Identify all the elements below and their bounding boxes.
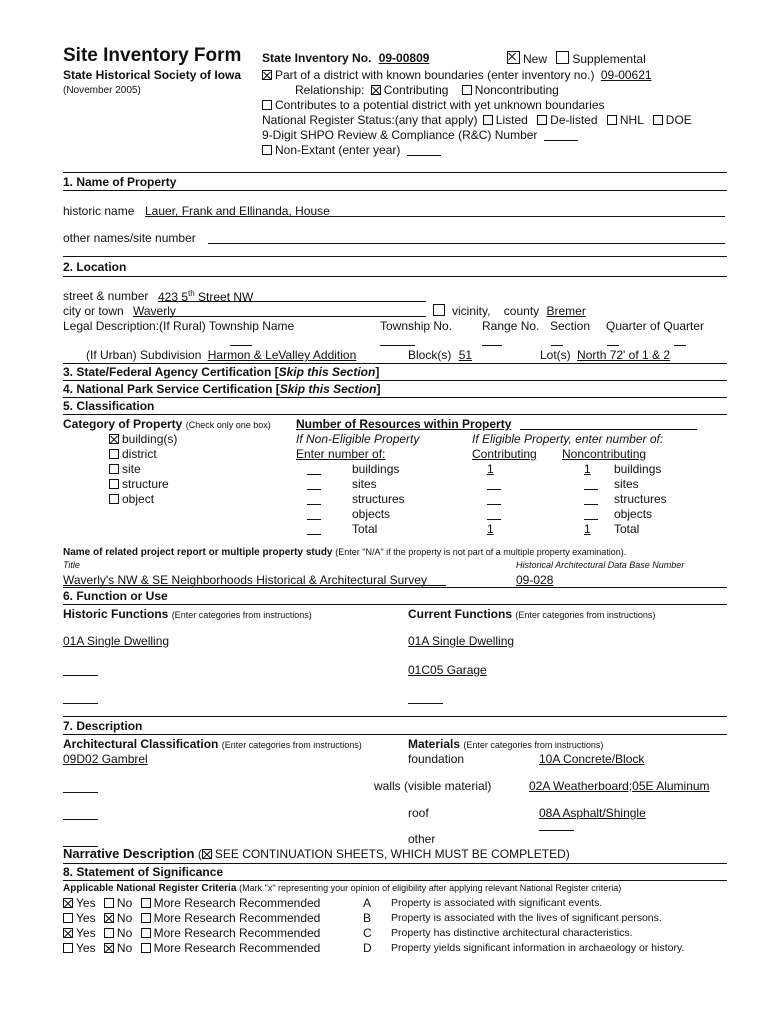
shpo-row [262, 128, 578, 142]
other-names-field[interactable] [208, 231, 725, 244]
section-4-heading [63, 382, 380, 396]
criteria-row-d [63, 941, 320, 956]
contributing-values [487, 462, 501, 537]
criteria-d-yes-checkbox[interactable] [63, 943, 73, 953]
title-value: Waverly's NW & SE Neighborhoods Historical & Architectural Survey [63, 573, 427, 587]
yes-label: Yes [76, 941, 96, 955]
street-superscript: th [188, 289, 195, 298]
eligible-label: If Eligible Property, enter number of: [472, 432, 664, 446]
section-4-bracket: ] [376, 382, 381, 396]
non-eligible-blanks [307, 462, 321, 537]
form-date: (November 2005) [63, 85, 141, 96]
noncontrib-buildings-value[interactable]: 1 [584, 462, 591, 476]
listed-label: Listed [495, 113, 528, 127]
current-functions-label: Current Functions [408, 607, 512, 621]
arch-class-note: (Enter categories from instructions) [221, 740, 362, 750]
subdivision-value[interactable]: Harmon & LeValley Addition [207, 348, 357, 362]
walls-label: walls (visible material) [374, 779, 492, 793]
divider [63, 716, 727, 717]
historic-name-label: historic name [63, 204, 135, 218]
city-value: Waverly [133, 304, 176, 318]
urban-row [86, 348, 356, 362]
no-label: No [116, 926, 133, 940]
relationship-row [295, 83, 559, 97]
part-district-checkbox[interactable] [262, 70, 272, 80]
section-3-heading [63, 365, 379, 379]
db-number-value[interactable]: 09-028 [516, 573, 554, 587]
quarter-label: Quarter of Quarter [606, 319, 705, 333]
criteria-heading [63, 883, 621, 894]
criteria-b-no-checkbox[interactable] [104, 913, 114, 923]
structure-checkbox[interactable] [109, 479, 119, 489]
materials-note: (Enter categories from instructions) [463, 740, 604, 750]
category-list [109, 432, 177, 507]
site-checkbox[interactable] [109, 464, 119, 474]
vicinity-checkbox[interactable] [433, 304, 445, 316]
noncontributing-values [584, 462, 598, 537]
criteria-d-more-checkbox[interactable] [141, 943, 151, 953]
criteria-letter: A [363, 896, 372, 910]
category-note: (Check only one box) [185, 420, 271, 430]
street-number-value: 423 5 [158, 290, 189, 304]
inventory-number-value[interactable]: 09-00809 [378, 51, 430, 65]
form-title: Site Inventory Form [63, 45, 242, 66]
type-total: Total [614, 522, 640, 536]
type-objects: objects [352, 507, 391, 521]
nr-status-label: National Register Status:(any that apply) [262, 113, 478, 127]
historic-functions-note: (Enter categories from instructions) [171, 610, 312, 620]
criteria-a-more-checkbox[interactable] [141, 898, 151, 908]
divider [63, 734, 727, 735]
subdivision-label: (If Urban) Subdivision [86, 348, 202, 362]
lots-row [540, 348, 670, 362]
no-label: No [116, 941, 133, 955]
yes-label: Yes [76, 911, 96, 925]
street-name-value: Street NW [194, 290, 254, 304]
lots-label: Lot(s) [540, 348, 571, 362]
blocks-row [408, 348, 472, 362]
more-research-label: More Research Recommended [153, 911, 321, 925]
type-sites: sites [352, 477, 377, 491]
related-study-label: Name of related project report or multiple property study [63, 547, 333, 558]
criteria-c-yes-checkbox[interactable] [63, 928, 73, 938]
shpo-label: 9-Digit SHPO Review & Compliance (R&C) Number [262, 128, 538, 142]
type-buildings: buildings [352, 462, 400, 476]
range-no-blank[interactable] [482, 345, 502, 346]
section-blank[interactable] [551, 345, 563, 346]
street-field[interactable] [158, 289, 426, 302]
more-research-label: More Research Recommended [153, 896, 321, 910]
township-no-label: Township No. [380, 319, 453, 333]
section-4-skip: Skip this Section [279, 382, 377, 396]
relationship-label: Relationship: [295, 83, 365, 97]
inventory-number-label: State Inventory No. [262, 51, 372, 65]
divider [63, 397, 727, 398]
divider [63, 190, 727, 191]
type-sites: sites [614, 477, 639, 491]
related-study-note: (Enter "N/A" if the property is not part of a multiple property examination). [335, 547, 627, 557]
arch-class-2-blank[interactable] [63, 792, 98, 793]
noncontributing-label: Noncontributing [474, 83, 559, 97]
enter-number-label: Enter number of: [296, 447, 386, 461]
contributing-checkbox[interactable] [371, 85, 381, 95]
narrative-row [63, 846, 570, 861]
resources-heading-rule [520, 429, 697, 430]
yes-label: Yes [76, 926, 96, 940]
type-total: Total [352, 522, 378, 536]
resources-heading: Number of Resources within Property [296, 417, 512, 431]
category-label-object: object [122, 492, 155, 506]
criteria-rows [63, 896, 320, 956]
section-4-title: 4. National Park Service Certification [ [63, 382, 280, 396]
type-objects: objects [614, 507, 653, 521]
new-supplemental-row [507, 51, 646, 66]
section-label: Section [550, 319, 591, 333]
divider [63, 363, 727, 364]
historic-name-field[interactable] [145, 204, 725, 217]
section-3-bracket: ] [375, 365, 380, 379]
contrib-objects-field[interactable] [487, 508, 501, 520]
arch-class-value[interactable]: 09D02 Gambrel [63, 752, 148, 766]
related-study-row [63, 547, 626, 558]
criteria-d-no-checkbox[interactable] [104, 943, 114, 953]
criteria-row-a [63, 896, 320, 911]
quarter-of-blank[interactable] [674, 345, 686, 346]
no-label: No [116, 896, 133, 910]
arch-class-3-blank[interactable] [63, 819, 98, 820]
db-number-label: Historical Architectural Data Base Number [516, 560, 685, 570]
vicinity-label: vicinity, [452, 304, 491, 318]
divider [63, 380, 727, 381]
nr-status-row [262, 113, 692, 127]
category-site [109, 462, 177, 477]
noncontrib-structures-field[interactable] [584, 493, 598, 505]
resource-types-right [614, 462, 667, 537]
potential-district-checkbox[interactable] [262, 100, 272, 110]
contributing-column-label: Contributing [472, 447, 537, 461]
delisted-label: De-listed [550, 113, 598, 127]
narrative-paren: ( [194, 847, 202, 861]
inventory-number-row [262, 51, 429, 65]
society-name: State Historical Society of Iowa [63, 68, 242, 82]
category-structure [109, 477, 177, 492]
current-function-1[interactable]: 01A Single Dwelling [408, 634, 515, 648]
section-1-heading: 1. Name of Property [63, 175, 177, 189]
doe-checkbox[interactable] [653, 115, 663, 125]
other-material-label: other [408, 832, 436, 846]
category-label-district: district [122, 447, 157, 461]
section-8-heading: 8. Statement of Significance [63, 865, 224, 879]
contrib-structures-field[interactable] [487, 493, 501, 505]
divider [63, 587, 727, 588]
historic-function-2-blank[interactable] [63, 675, 98, 676]
divider [63, 256, 727, 257]
divider [63, 172, 727, 173]
category-heading [63, 417, 271, 431]
criteria-letter: D [363, 941, 372, 955]
historic-functions-label: Historic Functions [63, 607, 169, 621]
part-district-row [262, 68, 652, 82]
criteria-row-b [63, 911, 320, 926]
arch-class-label: Architectural Classification [63, 737, 219, 751]
quarter-blank[interactable] [607, 345, 619, 346]
object-checkbox[interactable] [109, 494, 119, 504]
nhl-checkbox[interactable] [607, 115, 617, 125]
criteria-letter: B [363, 911, 372, 925]
section-7-heading: 7. Description [63, 719, 143, 733]
divider [63, 276, 727, 277]
other-names-label: other names/site number [63, 231, 196, 245]
type-structures: structures [352, 492, 405, 506]
nhl-label: NHL [619, 113, 644, 127]
resource-types-left [352, 462, 405, 537]
noncontributing-column-label: Noncontributing [562, 447, 647, 461]
non-extant-checkbox[interactable] [262, 145, 272, 155]
city-label: city or town [63, 304, 124, 318]
city-field[interactable] [133, 304, 426, 317]
contrib-total-value[interactable]: 1 [487, 522, 494, 536]
noncontrib-objects-field[interactable] [584, 508, 598, 520]
criteria-row-c [63, 926, 320, 941]
noncontrib-total-value[interactable]: 1 [584, 522, 591, 536]
continuation-sheets-checkbox[interactable] [202, 849, 212, 859]
criteria-text: Property has distinctive architectural characteristics. [391, 927, 633, 939]
roof-2-blank[interactable] [539, 830, 574, 831]
criteria-c-more-checkbox[interactable] [141, 928, 151, 938]
ne-objects-field[interactable] [307, 508, 321, 520]
new-label: New [523, 52, 548, 66]
non-eligible-label: If Non-Eligible Property [296, 432, 420, 446]
contributing-label: Contributing [383, 83, 449, 97]
narrative-label: Narrative Description [63, 846, 195, 861]
narrative-note: SEE CONTINUATION SHEETS, WHICH MUST BE COMPLETED) [214, 847, 570, 861]
criteria-text: Property is associated with significant events. [391, 897, 603, 909]
ne-total-field[interactable] [307, 523, 321, 535]
contrib-sites-field[interactable] [487, 478, 501, 490]
section-2-heading: 2. Location [63, 260, 127, 274]
divider [63, 863, 727, 864]
category-object [109, 492, 177, 507]
category-label-site: site [122, 462, 141, 476]
historic-function-1[interactable]: 01A Single Dwelling [63, 634, 170, 648]
supplemental-checkbox[interactable] [556, 51, 569, 64]
walls-value[interactable]: 02A Weatherboard;05E Aluminum [529, 779, 710, 793]
category-label-structure: structure [122, 477, 169, 491]
materials-heading [408, 737, 603, 751]
vicinity-row [433, 304, 586, 318]
shpo-field[interactable] [544, 129, 578, 141]
section-3-skip: Skip this Section [278, 365, 376, 379]
supplemental-label: Supplemental [572, 52, 646, 66]
criteria-b-more-checkbox[interactable] [141, 913, 151, 923]
contrib-buildings-value[interactable]: 1 [487, 462, 494, 476]
doe-label: DOE [665, 113, 692, 127]
type-buildings: buildings [614, 462, 662, 476]
non-extant-label: Non-Extant (enter year) [275, 143, 401, 157]
category-building [109, 432, 177, 447]
no-label: No [116, 911, 133, 925]
divider [63, 414, 727, 415]
new-checkbox[interactable] [507, 51, 520, 64]
more-research-label: More Research Recommended [153, 941, 321, 955]
ne-structures-field[interactable] [307, 493, 321, 505]
noncontributing-checkbox[interactable] [462, 85, 472, 95]
criteria-descriptions [391, 896, 684, 956]
category-district [109, 447, 177, 462]
county-label: county [503, 304, 540, 318]
title-label: Title [63, 560, 80, 570]
section-5-heading: 5. Classification [63, 399, 155, 413]
criteria-letter: C [363, 926, 372, 940]
category-label-building: building(s) [122, 432, 178, 446]
current-function-2[interactable]: 01C05 Garage [408, 663, 487, 677]
lots-value[interactable]: North 72' of 1 & 2 [577, 348, 671, 362]
township-name-blank[interactable] [230, 345, 252, 346]
historic-function-3-blank[interactable] [63, 703, 98, 704]
non-extant-row [262, 143, 441, 157]
listed-checkbox[interactable] [483, 115, 493, 125]
range-no-label: Range No. [482, 319, 540, 333]
part-district-label: Part of a district with known boundaries (enter inventory no.) [275, 68, 595, 82]
ne-buildings-field[interactable] [307, 463, 321, 475]
more-research-label: More Research Recommended [153, 926, 321, 940]
criteria-note: (Mark "x" representing your opinion of eligibility after applying relevant National Register criteria) [239, 883, 622, 893]
criteria-label: Applicable National Register Criteria [63, 883, 237, 894]
section-6-heading: 6. Function or Use [63, 589, 168, 603]
building-checkbox[interactable] [109, 434, 119, 444]
district-checkbox[interactable] [109, 449, 119, 459]
current-functions-note: (Enter categories from instructions) [515, 610, 656, 620]
criteria-a-no-checkbox[interactable] [104, 898, 114, 908]
non-extant-year-field[interactable] [407, 144, 441, 156]
criteria-letters [363, 896, 372, 956]
criteria-c-no-checkbox[interactable] [104, 928, 114, 938]
street-label: street & number [63, 289, 149, 303]
legal-description-label: Legal Description:(If Rural) Township Name [63, 319, 295, 333]
category-label: Category of Property [63, 417, 183, 431]
divider [63, 604, 727, 605]
potential-district-label: Contributes to a potential district with yet unknown boundaries [275, 98, 605, 112]
materials-label: Materials [408, 737, 461, 751]
noncontrib-sites-field[interactable] [584, 478, 598, 490]
divider [63, 880, 727, 881]
foundation-value[interactable]: 10A Concrete/Block [539, 752, 645, 766]
county-value[interactable]: Bremer [546, 304, 586, 318]
foundation-label: foundation [408, 752, 465, 766]
criteria-a-yes-checkbox[interactable] [63, 898, 73, 908]
ne-sites-field[interactable] [307, 478, 321, 490]
yes-label: Yes [76, 896, 96, 910]
township-no-blank[interactable] [380, 345, 415, 346]
potential-district-row [262, 98, 605, 112]
current-function-3-blank[interactable] [408, 703, 443, 704]
arch-class-heading [63, 737, 362, 751]
criteria-text: Property yields significant information in archaeology or history. [391, 942, 685, 954]
blocks-label: Block(s) [408, 348, 452, 362]
historic-functions-heading [63, 607, 312, 621]
section-3-title: 3. State/Federal Agency Certification [ [63, 365, 279, 379]
title-field[interactable] [63, 573, 446, 586]
district-number-value[interactable]: 09-00621 [600, 68, 652, 82]
delisted-checkbox[interactable] [537, 115, 547, 125]
roof-label: roof [408, 806, 429, 820]
type-structures: structures [614, 492, 667, 506]
roof-value[interactable]: 08A Asphalt/Shingle [539, 806, 646, 820]
historic-name-value: Lauer, Frank and Ellinanda, House [145, 204, 330, 218]
current-functions-heading [408, 607, 655, 621]
blocks-value[interactable]: 51 [458, 348, 473, 362]
criteria-b-yes-checkbox[interactable] [63, 913, 73, 923]
criteria-text: Property is associated with the lives of significant persons. [391, 912, 662, 924]
